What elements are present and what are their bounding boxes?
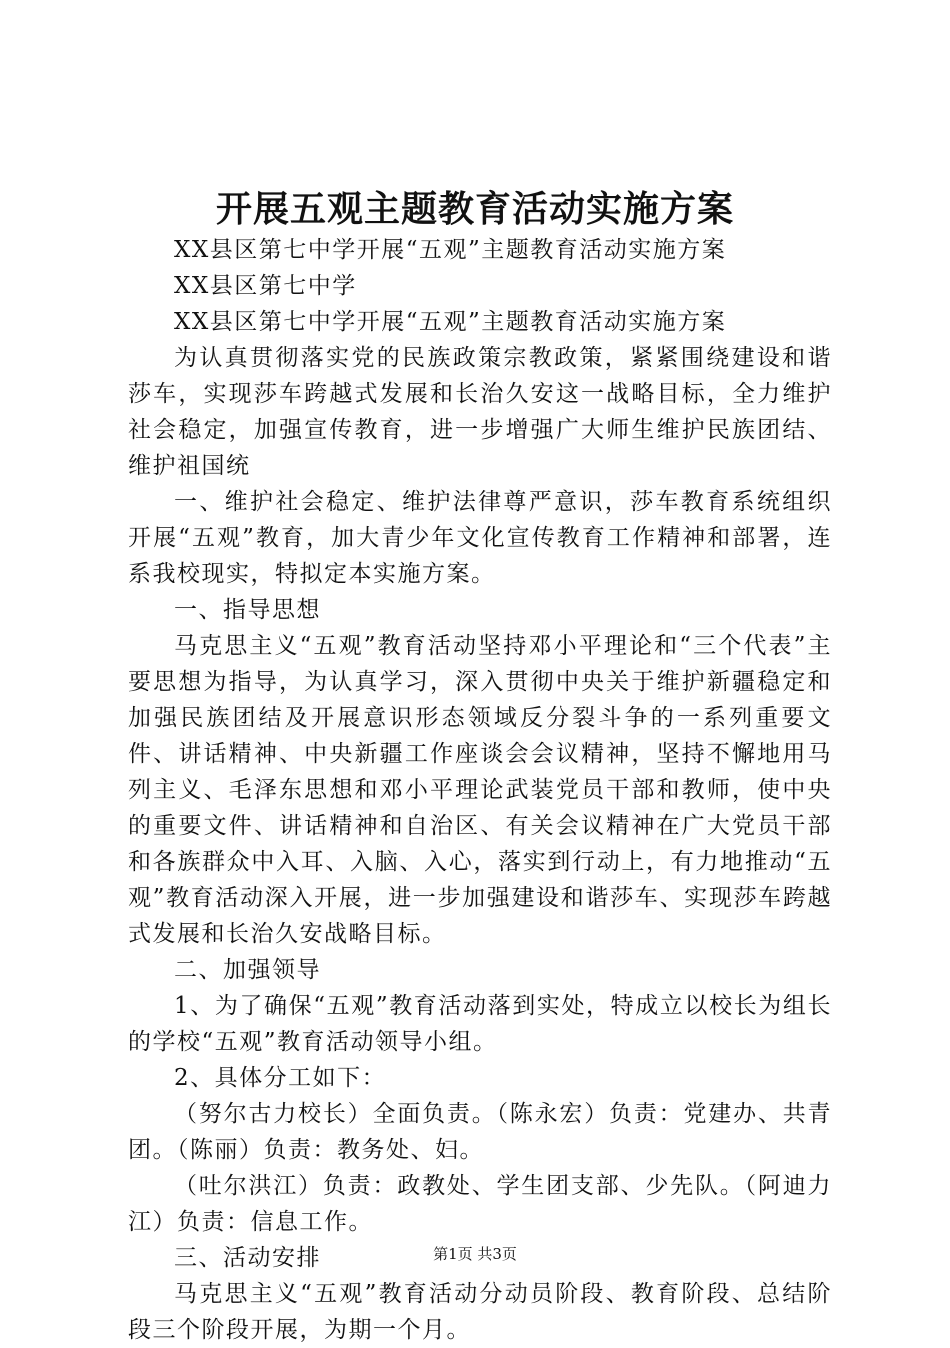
paragraph: 一、维护社会稳定、维护法律尊严意识，莎车教育系统组织开展“五观”教育，加大青少年文化宣传教育工作精神和部署，连系我校现实，特拟定本实施方案。 xyxy=(128,489,832,587)
paragraph: 为认真贯彻落实党的民族政策宗教政策，紧紧围绕建设和谐莎车，实现莎车跨越式发展和长治久安这一战略目标，全力维护社会稳定，加强宣传教育，进一步增强广大师生维护民族团结、维护祖国统 xyxy=(128,345,832,479)
paragraph: 1、为了确保“五观”教育活动落到实处，特成立以校长为组长的学校“五观”教育活动领导小组。 xyxy=(128,993,832,1055)
paragraph: 马克思主义“五观”教育活动分动员阶段、教育阶段、总结阶段三个阶段开展，为期一个月。 xyxy=(128,1281,832,1343)
section-heading: 一、指导思想 xyxy=(174,597,321,623)
paragraph: XX县区第七中学开展“五观”主题教育活动实施方案 xyxy=(174,309,727,335)
section-heading: 二、加强领导 xyxy=(174,957,321,983)
paragraph: XX县区第七中学 xyxy=(174,273,357,299)
paragraph: 马克思主义“五观”教育活动坚持邓小平理论和“三个代表”主要思想为指导，为认真学习，深入贯彻中央关于维护新疆稳定和加强民族团结及开展意识形态领域反分裂斗争的一系列重要文件、讲话精神、中央新疆工作座谈会会议精神，坚持不懈地用马列主义、毛泽东思想和邓小平理论武装党员干部和教师，使中央的重要文件、讲话精神和自治区、有关会议精神在广大党员干部和各族群众中入耳、入脑、入心，落实到行动上，有力地推动“五观”教育活动深入开展，进一步加强建设和谐莎车、实现莎车跨越式发展和长治久安战略目标。 xyxy=(128,633,832,947)
paragraph: XX县区第七中学开展“五观”主题教育活动实施方案 xyxy=(174,237,727,263)
page-footer: 第1页 共3页 xyxy=(433,1245,517,1263)
paragraph: （吐尔洪江）负责：政教处、学生团支部、少先队。（阿迪力江）负责：信息工作。 xyxy=(128,1173,832,1235)
paragraph: 2、具体分工如下： xyxy=(174,1065,387,1091)
document-title: 开展五观主题教育活动实施方案 xyxy=(215,188,734,230)
document-body xyxy=(128,232,832,1348)
section-heading: 三、活动安排 xyxy=(174,1245,321,1271)
paragraph: （努尔古力校长）全面负责。（陈永宏）负责：党建办、共青团。（陈丽）负责：教务处、妇。 xyxy=(128,1101,832,1163)
